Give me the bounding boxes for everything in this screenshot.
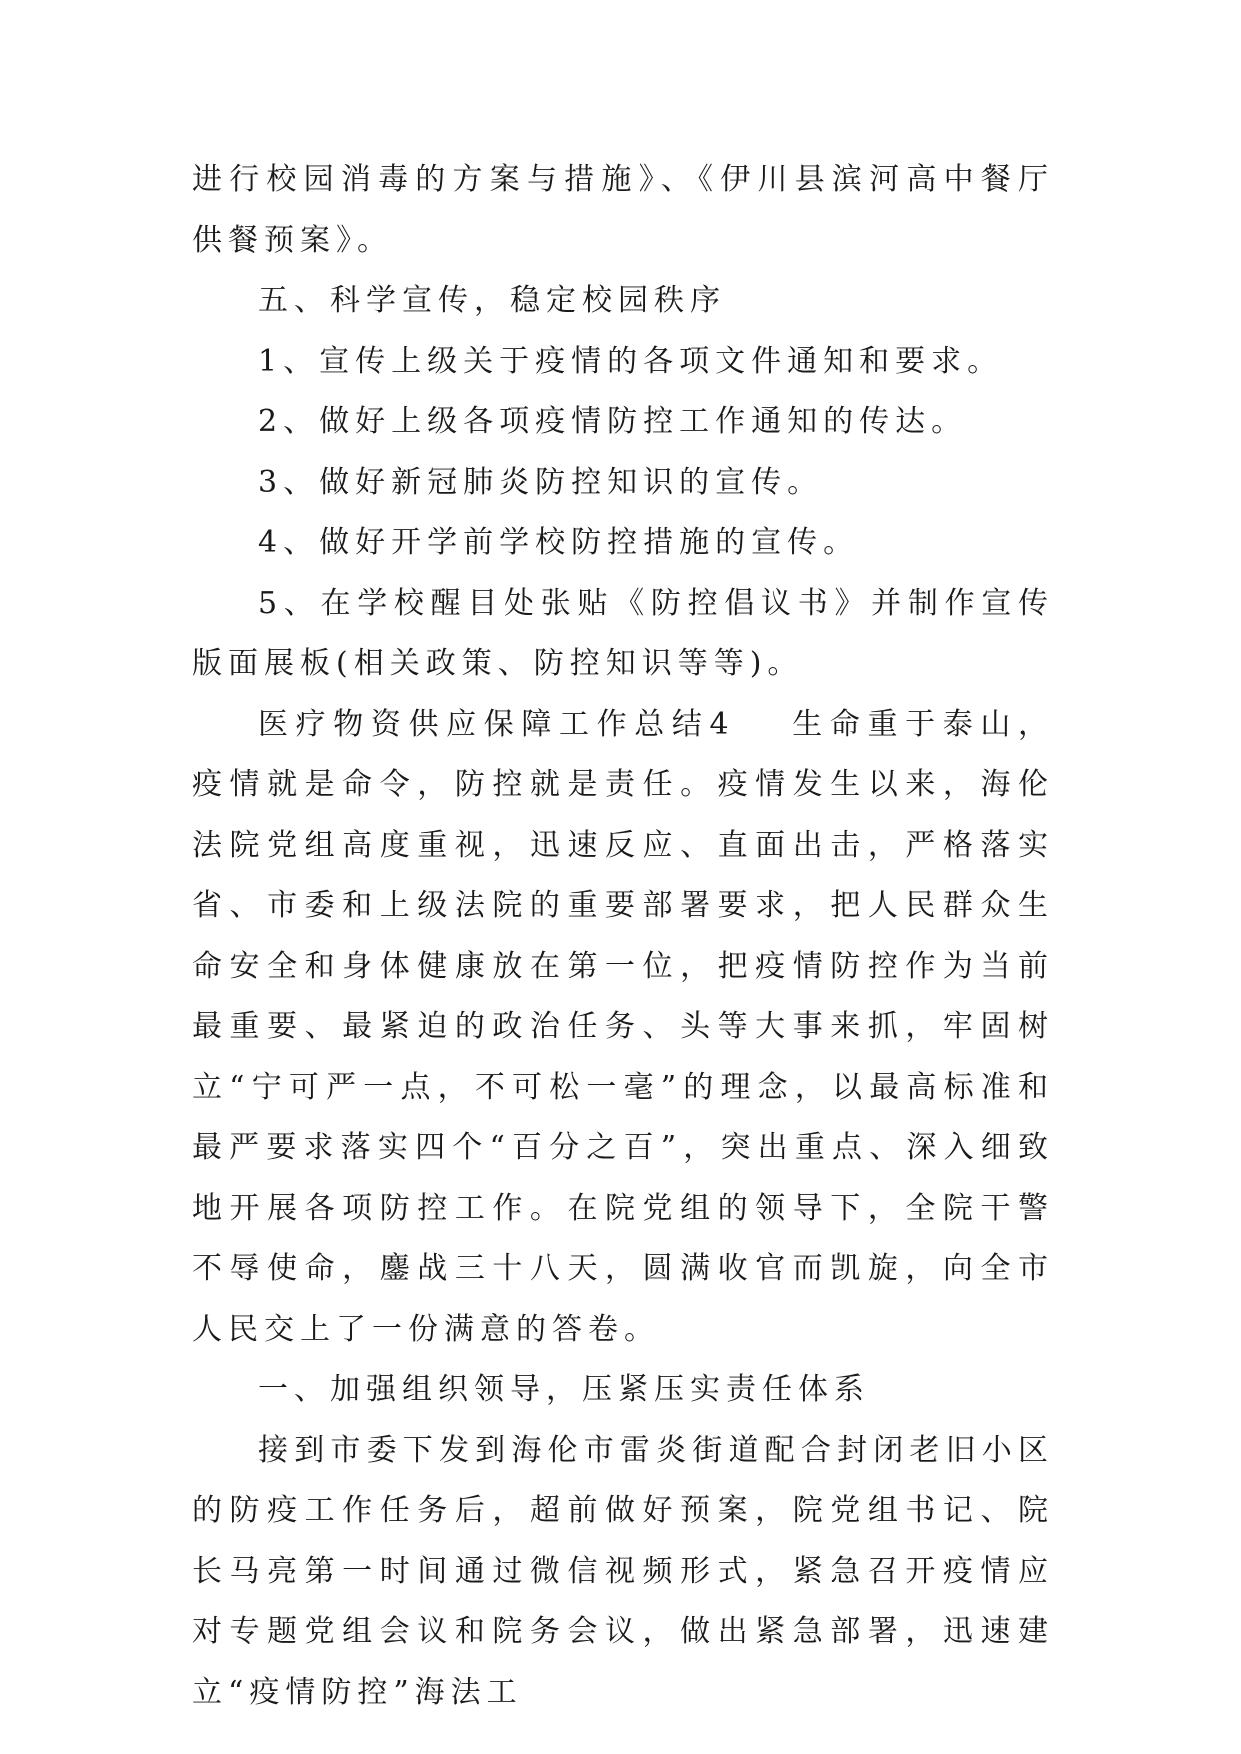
list-item-1: 1、宣传上级关于疫情的各项文件通知和要求。 <box>258 343 1004 379</box>
list-item-5: 5、在学校醒目处张贴《防控倡议书》并制作宣传版面展板(相关政策、防控知识等等)。 <box>192 585 1054 681</box>
paragraph-continuation: 进行校园消毒的方案与措施》、《伊川县滨河高中餐厅供餐预案》。 <box>192 162 1054 258</box>
section-heading-1: 一、加强组织领导，压紧压实责任体系 <box>258 1372 870 1407</box>
list-item-4: 4、做好开学前学校防控措施的宣传。 <box>258 525 860 560</box>
list-item-3: 3、做好新冠肺炎防控知识的宣传。 <box>258 464 824 500</box>
list-item-2: 2、做好上级各项疫情防控工作通知的传达。 <box>258 404 968 439</box>
summary-body: 生命重于泰山，疫情就是命令，防控就是责任。疫情发生以来，海伦法院党组高度重视，迅速反应、直面出击，严格落实省、市委和上级法院的重要部署要求，把人民群众生命安全和身体健康放在第一位，把疫情防控作为当前最重要、最紧迫的政治任务、头等大事来抓，牢固树立“宁可严一点，不可松一毫”的理念，以最高标准和最严要求落实四个“百分之百”，突出重点、深入细致地开展各项防控工作。在院党组的领导下，全院干警不辱使命，鏖战三十八天，圆满收官而凯旋，向全市人民交上了一份满意的答卷。 <box>192 706 1054 1347</box>
body-paragraph: 接到市委下发到海伦市雷炎街道配合封闭老旧小区的防疫工作任务后，超前做好预案，院党组书记、院长马亮第一时间通过微信视频形式，紧急召开疫情应对专题党组会议和院务会议，做出紧急部署，迅速建立“疫情防控”海法工 <box>192 1432 1054 1710</box>
section-heading-5: 五、科学宣传，稳定校园秩序 <box>258 283 726 318</box>
document-body <box>192 150 1054 1723</box>
summary-title: 医疗物资供应保障工作总结4 <box>258 706 735 742</box>
summary-paragraph <box>192 695 1054 1361</box>
